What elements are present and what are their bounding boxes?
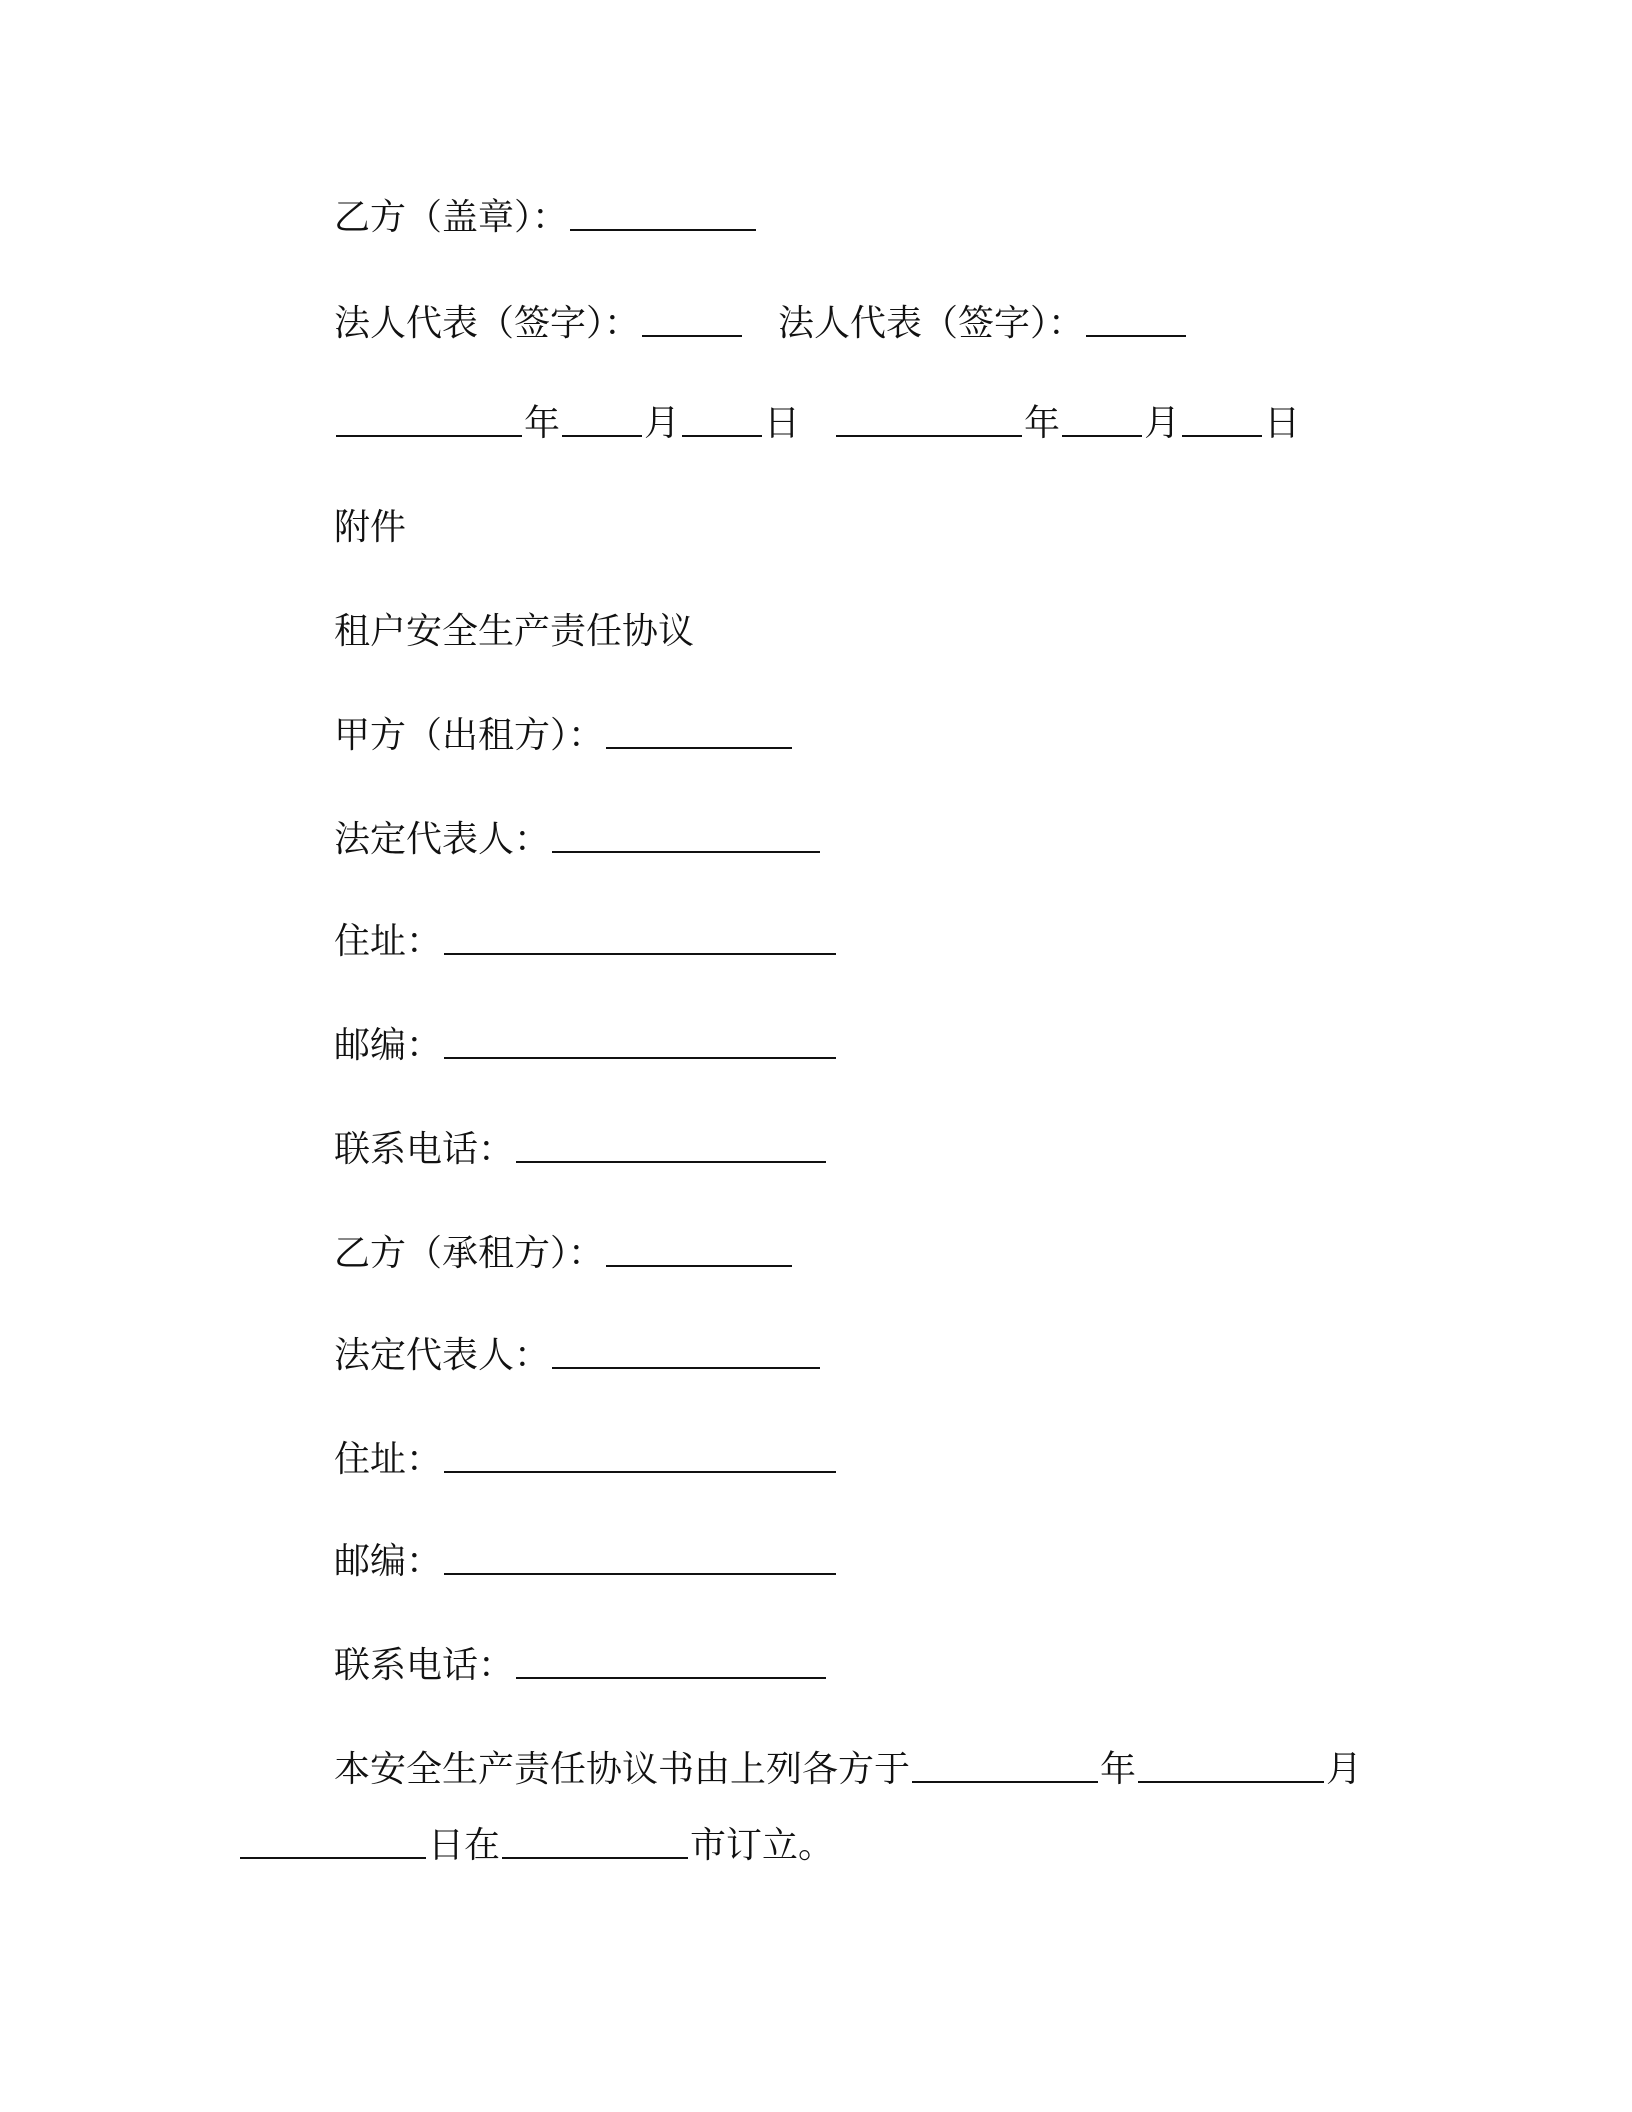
- closing-day-in-label: 日在: [428, 1825, 501, 1866]
- partyA-postcode-line: [334, 1022, 838, 1070]
- attachment-heading: 附件: [334, 507, 407, 548]
- partyA-phone-blank[interactable]: [516, 1161, 826, 1163]
- partyB-address-line: [334, 1436, 838, 1484]
- partyA-label: 甲方（出租方）：: [334, 715, 605, 756]
- date-year-blank-2[interactable]: [836, 435, 1022, 437]
- partyA-legal-rep-blank[interactable]: [552, 851, 820, 853]
- partyA-address-blank[interactable]: [444, 953, 836, 955]
- partyA-postcode-blank[interactable]: [444, 1057, 836, 1059]
- partyA-legal-rep-label: 法定代表人：: [334, 819, 551, 860]
- partyB-postcode-line: [334, 1538, 838, 1586]
- date-month-blank-2[interactable]: [1062, 435, 1142, 437]
- date-day-blank-1[interactable]: [682, 435, 762, 437]
- partyB-seal-line: [334, 194, 758, 242]
- partyB-legal-rep-blank[interactable]: [552, 1367, 820, 1369]
- legal-rep-sign-label-2: 法人代表（签字）：: [778, 303, 1085, 344]
- date-day-blank-2[interactable]: [1182, 435, 1262, 437]
- partyA-phone-line: [334, 1126, 828, 1174]
- partyB-address-label: 住址：: [334, 1439, 443, 1480]
- legal-rep-sign-blank-1[interactable]: [642, 335, 742, 337]
- date-year-label-1: 年: [524, 403, 561, 444]
- partyB-blank[interactable]: [606, 1265, 792, 1267]
- partyB-address-blank[interactable]: [444, 1471, 836, 1473]
- partyA-line: [334, 712, 794, 760]
- date-day-label-1: 日: [764, 403, 801, 444]
- date-year-blank-1[interactable]: [336, 435, 522, 437]
- partyB-legal-rep-label: 法定代表人：: [334, 1335, 551, 1376]
- partyA-legal-rep-line: [334, 816, 822, 864]
- date-day-label-2: 日: [1264, 403, 1301, 444]
- date-row: [334, 400, 1300, 448]
- closing-year-label: 年: [1100, 1749, 1137, 1790]
- partyB-seal-label: 乙方（盖章）：: [334, 197, 569, 238]
- partyB-phone-blank[interactable]: [516, 1677, 826, 1679]
- closing-city-blank[interactable]: [502, 1857, 688, 1859]
- date-month-label-2: 月: [1144, 403, 1181, 444]
- partyB-phone-label: 联系电话：: [334, 1645, 515, 1686]
- closing-part1: 本安全生产责任协议书由上列各方于: [334, 1749, 911, 1790]
- agreement-title: 租户安全生产责任协议: [334, 611, 695, 652]
- closing-city-end: 市订立。: [690, 1825, 835, 1866]
- closing-day-blank[interactable]: [240, 1857, 426, 1859]
- partyA-address-label: 住址：: [334, 921, 443, 962]
- closing-month-label: 月: [1326, 1749, 1363, 1790]
- partyB-line: [334, 1230, 794, 1278]
- closing-year-blank[interactable]: [912, 1781, 1098, 1783]
- legal-rep-sign-line: [334, 300, 1188, 348]
- legal-rep-sign-label-1: 法人代表（签字）：: [334, 303, 641, 344]
- date-year-label-2: 年: [1024, 403, 1061, 444]
- partyA-postcode-label: 邮编：: [334, 1025, 443, 1066]
- partyB-label: 乙方（承租方）：: [334, 1233, 605, 1274]
- closing-line-2: [238, 1822, 834, 1870]
- partyB-postcode-label: 邮编：: [334, 1541, 443, 1582]
- partyB-seal-blank[interactable]: [570, 229, 756, 231]
- partyB-phone-line: [334, 1642, 828, 1690]
- closing-month-blank[interactable]: [1138, 1781, 1324, 1783]
- partyA-blank[interactable]: [606, 747, 792, 749]
- date-month-blank-1[interactable]: [562, 435, 642, 437]
- closing-line-1: [334, 1746, 1362, 1794]
- legal-rep-sign-blank-2[interactable]: [1086, 335, 1186, 337]
- partyA-phone-label: 联系电话：: [334, 1129, 515, 1170]
- partyB-postcode-blank[interactable]: [444, 1573, 836, 1575]
- date-month-label-1: 月: [644, 403, 681, 444]
- partyB-legal-rep-line: [334, 1332, 822, 1380]
- partyA-address-line: [334, 918, 838, 966]
